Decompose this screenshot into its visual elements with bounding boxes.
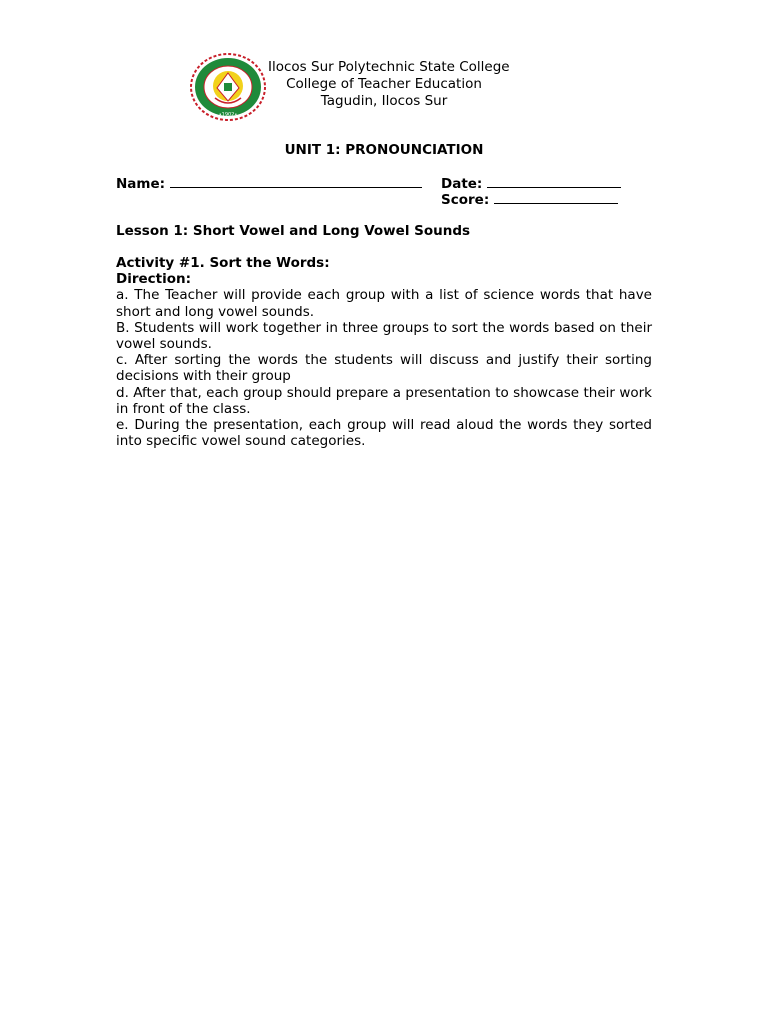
svg-text:•1902•: •1902• bbox=[218, 112, 238, 118]
college-seal-logo bbox=[189, 52, 267, 122]
college-name: College of Teacher Education bbox=[286, 76, 482, 92]
direction-step: a. The Teacher will provide each group with a list of science words that have short and long vowel sounds. bbox=[116, 287, 652, 320]
name-field bbox=[116, 174, 422, 192]
name-blank-line bbox=[170, 174, 422, 188]
lesson-title: Lesson 1: Short Vowel and Long Vowel Sounds bbox=[116, 223, 471, 239]
score-field bbox=[441, 190, 618, 208]
direction-step: e. During the presentation, each group will read aloud the words they sorted into specific vowel sound categories. bbox=[116, 417, 652, 450]
college-location: Tagudin, Ilocos Sur bbox=[320, 93, 448, 109]
activity-section bbox=[116, 255, 652, 449]
direction-step: d. After that, each group should prepare a presentation to showcase their work in front of the class. bbox=[116, 384, 652, 417]
direction-step: c. After sorting the words the students will discuss and justify their sorting decisions with their group bbox=[116, 352, 652, 385]
direction-step: B. Students will work together in three groups to sort the words based on their vowel sounds. bbox=[116, 319, 652, 353]
name-label: Name: bbox=[116, 176, 166, 192]
score-label: Score: bbox=[441, 192, 490, 208]
institution-name: Ilocos Sur Polytechnic State College bbox=[268, 59, 510, 75]
date-blank-line bbox=[487, 174, 621, 188]
direction-label: Direction: bbox=[116, 271, 192, 288]
unit-title: UNIT 1: PRONOUNCIATION bbox=[284, 142, 484, 158]
score-blank-line bbox=[494, 190, 618, 204]
date-label: Date: bbox=[441, 176, 483, 192]
activity-title: Activity #1. Sort the Words: bbox=[116, 255, 330, 271]
document-header bbox=[268, 59, 510, 110]
